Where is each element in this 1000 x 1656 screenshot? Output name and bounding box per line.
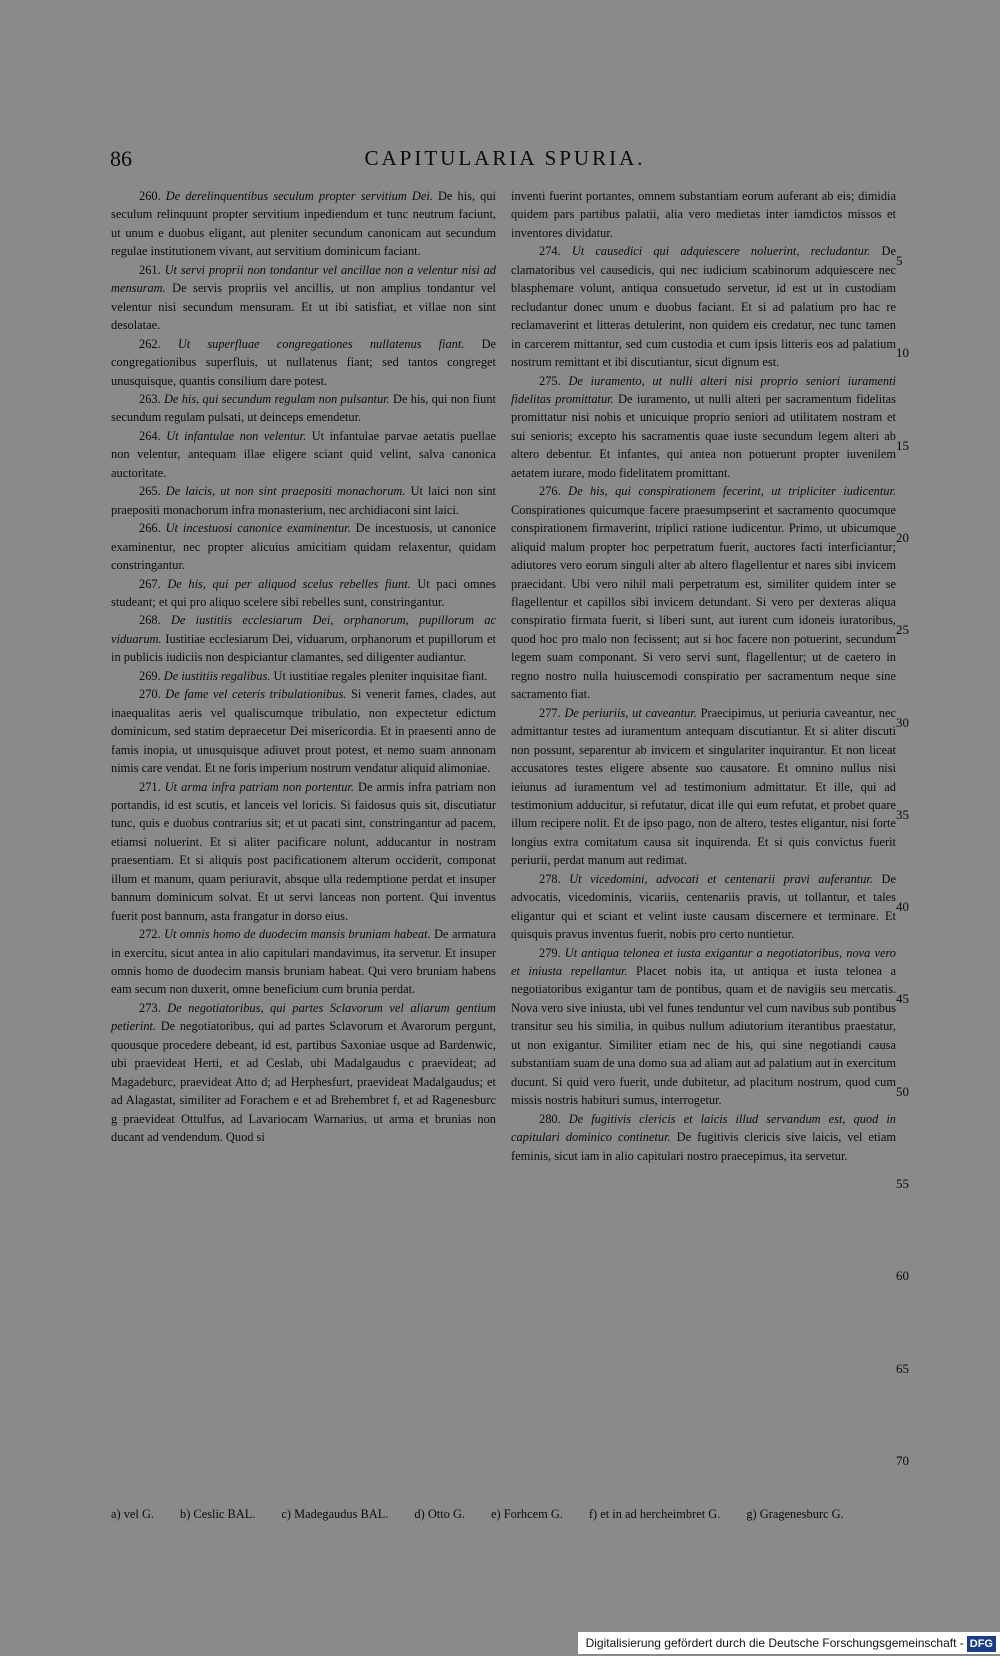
chapter-number: 279. (539, 945, 561, 960)
chapter-title: Ut antiqua telonea et iusta exigantur a negotiatoribus, nova vero et iniusta repellantur. (511, 945, 896, 979)
line-number: 40 (896, 899, 909, 915)
chapter-paragraph (111, 925, 496, 999)
chapter-title: Ut superfluae congregationes nullatenus fiant. (177, 336, 465, 351)
chapter-text: Placet nobis ita, ut antiqua et iusta telonea a negotiatoribus exigantur tam de pontibus, quam et de navigiis seu mercatis. Nova vero sive iniusta, ubi vel funes tenduntur vel cum navibus sub pontibus transitur seu his similia, in quibus nullum adiutorium iterantibus praestatur, ut non exigantur. Similiter etiam nec de his, qui sine negotiandi causa substantiam suam de una domo sua ad aliam aut ad palatium aut in exercitum ducunt. Si quid vero fuerit, unde dubitetur, ad placitum nostrum, quod cum missis nostris habituri sumus, interrogetur. (511, 964, 896, 1108)
chapter-number: 268. (139, 613, 161, 628)
chapter-number: 263. (139, 391, 161, 406)
running-title: CAPITULARIA SPURIA. (364, 146, 646, 170)
chapter-text: De armis infra patriam non portandis, id est scutis, et lanceis vel loricis. Si faidosus quis sit, discutiatur tunc, quis e duobus contrarius sit; et ut pacati sint, constringantur ad pacem, etiamsi noluerint. Et si aliter pacificare nolunt, adducantur in nostram praesentiam. Et si aliquis post pacificationem alterum occiderit, componat illum et manum, quam periuravit, absque ulla redemptione perdat et insuper bannum dominicum solvat. Et ut servi lanceas non portent. Qui inventus fuerit post bannum, asta frangatur in dorso eius. (111, 779, 496, 923)
line-number: 30 (896, 714, 909, 730)
chapter-text: Ut paci omnes studeant; et qui pro aliquo scelere sibi rebelles sunt, constringantur. (111, 576, 496, 609)
footnote: c) Madegaudus BAL. (281, 1507, 389, 1521)
chapter-title: Ut servi proprii non tondantur vel ancillae non a velentur nisi ad mensuram. (111, 262, 496, 296)
chapter-paragraph (511, 944, 896, 1110)
footnote: b) Ceslic BAL. (180, 1507, 256, 1521)
chapter-title: Ut omnis homo de duodecim mansis bruniam habeat. (164, 927, 431, 942)
credit-text: Digitalisierung gefördert durch die Deutsche Forschungsgemeinschaft - (585, 1636, 964, 1650)
chapter-paragraph (111, 667, 496, 685)
chapter-text: Conspirationes quicumque facere praesumpserint et sacramento quocumque conspirationem firmaverint, triplici ratione iudicentur. Primo, ut ubicumque aliquid malum propter hoc perpetratum fuerit, auctores facti interficiantur; adiutores vero eorum singuli alter ab altero flagellentur et nares sibi invicem praecidant. Ubi vero nihil mali perpetratum est, similiter quidem inter se flagellentur et capillos sibi invicem detundant. Si vero per dexteras aliqua conspiratio firmata fuerit, si liberi sunt, aut iurent cum idoneis iuratoribus, quod hoc pro malo non fecissent; aut si hoc facere non potuerint, secundum legem suam componant. Si vero servi sunt, flagellentur; ut de caetero in regno nostro nulla huiuscemodi conspiratio per sacramentum neque sine sacramento fiat. (511, 502, 896, 702)
chapter-paragraph (511, 704, 896, 870)
chapter-number: 276. (539, 484, 561, 499)
chapter-title: De negotiatoribus, qui partes Sclavorum vel aliarum gentium petierint. (111, 1000, 496, 1034)
chapter-title: De his, qui per aliquod scelus rebelles fiunt. (167, 576, 411, 591)
dfg-logo: DFG (967, 1636, 996, 1652)
chapter-paragraph (111, 611, 496, 666)
margin-line-numbers (896, 187, 936, 1487)
line-number: 5 (896, 253, 903, 268)
chapter-number: 280. (539, 1111, 561, 1126)
chapter-number: 266. (139, 521, 161, 536)
line-number: 55 (896, 1176, 909, 1191)
chapter-title: De fugitivis clericis et laicis illud servandum est, quod in capitulari dominico continetur. (511, 1111, 896, 1145)
chapter-paragraph (511, 242, 896, 371)
chapter-number: 275. (539, 373, 561, 388)
line-number: 50 (896, 1083, 909, 1099)
chapter-paragraph (111, 575, 496, 612)
chapter-paragraph (511, 870, 896, 944)
chapter-title: Ut causedici qui adquiescere noluerint, recludantur. (571, 244, 871, 259)
page-number: 86 (110, 146, 132, 171)
chapter-text: De advocatis, vicedominis, vicariis, centenariis pravis, ut tollantur, et tales eligantur qui et sciant et velint iuste causam discernere et terminare. Et quisquis pravus inventus fuerit, nobis pro certo nuntietur. (511, 871, 896, 942)
chapter-text: De negotiatoribus, qui ad partes Sclavorum et Avarorum pergunt, quousque procedere debeant, id est, partibus Saxoniae usque ad Bardenwic, ubi praevideat Herti, et ad Ceslab, ubi Madalgaudus c praevideat; ad Magadeburc, praevideat Atto d; ad Herphesfurt, praevideat Madalgaudus; et ad Alagastat, similiter ad Forachem e et ad Brehembret f, et ad Ragenesburc g praevideat Ottulfus, ad Lavariocam Warnarius, ut arma et brunias non ducant ad vendendum. Quod si (111, 1019, 496, 1145)
chapter-paragraph (111, 261, 496, 335)
chapter-paragraph (111, 427, 496, 482)
chapter-text: De his, qui seculum relinquunt propter servitium inpediendum et tunc neutrum faciunt, ut unum e duobus eligant, aut pleniter secundum canonicam aut secundum regulae institutionem vivant, aut servitium dominicum faciant. (111, 189, 496, 259)
chapter-number: 265. (139, 484, 161, 499)
footnotes (111, 1505, 901, 1523)
chapter-text: De iuramento, ut nulli alteri per sacramentum fidelitas promittatur nisi nobis et unicuique proprio seniori ad utilitatem nostram et sui senioris; excepto his sacramentis quae iuste secundum legem alteri ab altero debentur. Et infantes, qui antea non potuerunt propter iuvenilem aetatem iurare, modo fidelitatem promittant. (511, 391, 896, 480)
footnote: f) et in ad hercheimbret G. (588, 1507, 721, 1521)
chapter-number: 272. (139, 927, 161, 942)
chapter-title: De fame vel ceteris tribulationibus. (165, 687, 347, 702)
chapter-number: 261. (139, 262, 161, 277)
footnote: g) Gragenesburc G. (746, 1507, 844, 1521)
page-header (110, 146, 900, 172)
chapter-number: 278. (539, 871, 561, 886)
footnote: e) Forhcem G. (491, 1507, 563, 1521)
chapter-title: De iustitiis regalibus. (163, 668, 271, 683)
chapter-title: De periuriis, ut caveantur. (564, 705, 697, 720)
chapter-text: De armatura in exercitu, sicut antea in alio capitulari mandavimus, ita servetur. Et insuper omnis homo de duodecim mansis bruniam habeat. Qui vero bruniam habens eam secum non duxerit, omne beneficium cum brunia perdat. (111, 927, 496, 997)
line-number: 45 (896, 991, 909, 1007)
line-number: 10 (896, 345, 909, 361)
chapter-text: Si venerit fames, clades, aut inaequalitas aeris vel qualiscumque tribulatio, non expectetur edictum dominicum, sed statim depraecetur Dei misericordia. Et in praesenti anno de famis inopia, ut unusquisque adiuvet prout potest, et nemo suam annonam nimis care vendat. Et ne foris imperium nostrum vendatur aliquid alimoniae. (111, 687, 496, 776)
footnote: a) vel G. (111, 1507, 155, 1521)
chapter-number: 274. (539, 244, 561, 259)
chapter-title: De iustitiis ecclesiarum Dei, orphanorum, pupillorum ac viduarum. (111, 613, 496, 646)
chapter-number: 264. (139, 428, 161, 443)
chapter-paragraph (111, 519, 496, 574)
line-number: 65 (896, 1360, 909, 1376)
chapter-number: 260. (139, 189, 161, 203)
chapter-title: Ut arma infra patriam non portentur. (164, 779, 354, 794)
chapter-text: De congregationibus superfluis, ut nullatenus fiant; sed tantos congreget unusquisque, quantis consilium dare potest. (111, 336, 496, 388)
chapter-number: 262. (139, 336, 161, 351)
chapter-number: 271. (139, 779, 161, 794)
chapter-text: Praecipimus, ut periuria caveantur, nec admittantur testes ad iuramentum antequam discutiantur. Et si aliter discuti non possunt, separentur ab invicem et singulariter inquirantur. Et non liceat accusatores testes eligere absente suo causatore. Et omnino nullus nisi ieiunus ad iuramentum vel ad testimonium admittatur. Et ille, qui ad testimonium adducitur, si refutatur, dicat ille qui eum refutat, et probet quare illum recipere nolit. Et de ipso pago, non de altero, testes eligantur, nisi forte longius extra comitatum causa sit inquirenda. Et si quis convictus fuerit periurii, perdat manum aut redimat. (511, 705, 896, 868)
chapter-text: De fugitivis clericis sive laicis, vel etiam feminis, sicut iam in alio capitulari nostro praecepimus, ita servetur. (511, 1130, 896, 1163)
chapter-text: inventi fuerint portantes, omnem substantiam eorum auferant ab eis; dimidia quidem pars partibus palatii, alia vero medietas inter iamdictos missos et inventores dividatur. (511, 189, 896, 240)
line-number: 15 (896, 437, 909, 453)
chapter-text: De clamatoribus vel causedicis, qui nec iudicium scabinorum adquiescere nec blasphemare volunt, antiqua consuetudo servetur, id est ut in custodiam recludantur donec unum e duobus faciant. Et si ad palatium pro hac re reclamaverint et litteras detulerint, non quidem eis credatur, nec tunc tamen in carcerem mittantur, sed cum custodia et cum ipsis litteris eos ad palatium nostrum remittant et ibi discutiantur, sicut dignum est. (511, 244, 896, 370)
chapter-text: Ut infantulae parvae aetatis puellae non velentur, antequam illae eligere sciant quid velint, salva canonica auctoritate. (111, 428, 496, 480)
chapter-number: 270. (139, 687, 161, 702)
footnote: d) Otto G. (414, 1507, 465, 1521)
right-column (511, 187, 896, 1487)
chapter-text: Iustitiae ecclesiarum Dei, viduarum, orphanorum et pupillorum et in publicis iudiciis non despiciantur clamantes, sed diligenter audiantur. (111, 631, 496, 665)
line-number: 20 (896, 529, 909, 545)
chapter-title: Ut vicedomini, advocati et centenarii pravi auferantur. (569, 871, 873, 886)
chapter-number: 269. (139, 668, 161, 683)
chapter-number: 267. (139, 576, 161, 591)
chapter-paragraph (111, 778, 496, 926)
line-number: 60 (896, 1268, 909, 1284)
chapter-paragraph (511, 372, 896, 483)
line-number: 35 (896, 806, 909, 822)
chapter-title: De his, qui conspirationem fecerint, ut tripliciter iudicentur. (568, 484, 896, 499)
chapter-number: 273. (139, 1000, 161, 1015)
chapter-paragraph (111, 187, 496, 261)
chapter-text: De incestuosis, ut canonice examinentur, nec propter alicuius amicitiam quidam relaxentur, quidam constringantur. (111, 521, 496, 573)
chapter-paragraph (111, 335, 496, 390)
chapter-text: De his, qui non fiunt secundum regulam pulsati, ut deinceps emendetur. (111, 391, 496, 425)
chapter-paragraph (111, 390, 496, 427)
chapter-title: De derelinquentibus seculum propter servitium Dei. (165, 189, 433, 203)
chapter-paragraph (111, 482, 496, 519)
line-number: 70 (896, 1452, 909, 1468)
chapter-paragraph (111, 685, 496, 777)
chapter-paragraph (511, 482, 896, 703)
chapter-text: Ut iustitiae regales pleniter inquisitae fiant. (273, 668, 488, 683)
chapter-title: Ut infantulae non velentur. (166, 428, 307, 443)
digitization-credit (578, 1632, 1000, 1654)
chapter-title: De laicis, ut non sint praepositi monachorum. (165, 484, 406, 499)
chapter-number: 277. (539, 705, 561, 720)
chapter-paragraph (111, 999, 496, 1147)
chapter-title: De iuramento, ut nulli alteri nisi proprio seniori iuramenti fidelitas promittatur. (511, 373, 896, 406)
chapter-paragraph (511, 1110, 896, 1165)
chapter-text: De servis propriis vel ancillis, ut non amplius tondantur vel velentur nisi secundum mensuram. Et ut ibi satisfiat, et villae non sint desolatae. (111, 281, 496, 333)
chapter-text: Ut laici non sint praepositi monachorum infra monasterium, nec archidiaconi sint laici. (111, 484, 496, 517)
chapter-title: De his, qui secundum regulam non pulsantur. (163, 391, 390, 406)
left-column (111, 187, 496, 1487)
line-number: 25 (896, 622, 909, 638)
chapter-title: Ut incestuosi canonice examinentur. (165, 521, 351, 536)
chapter-paragraph (511, 187, 896, 242)
